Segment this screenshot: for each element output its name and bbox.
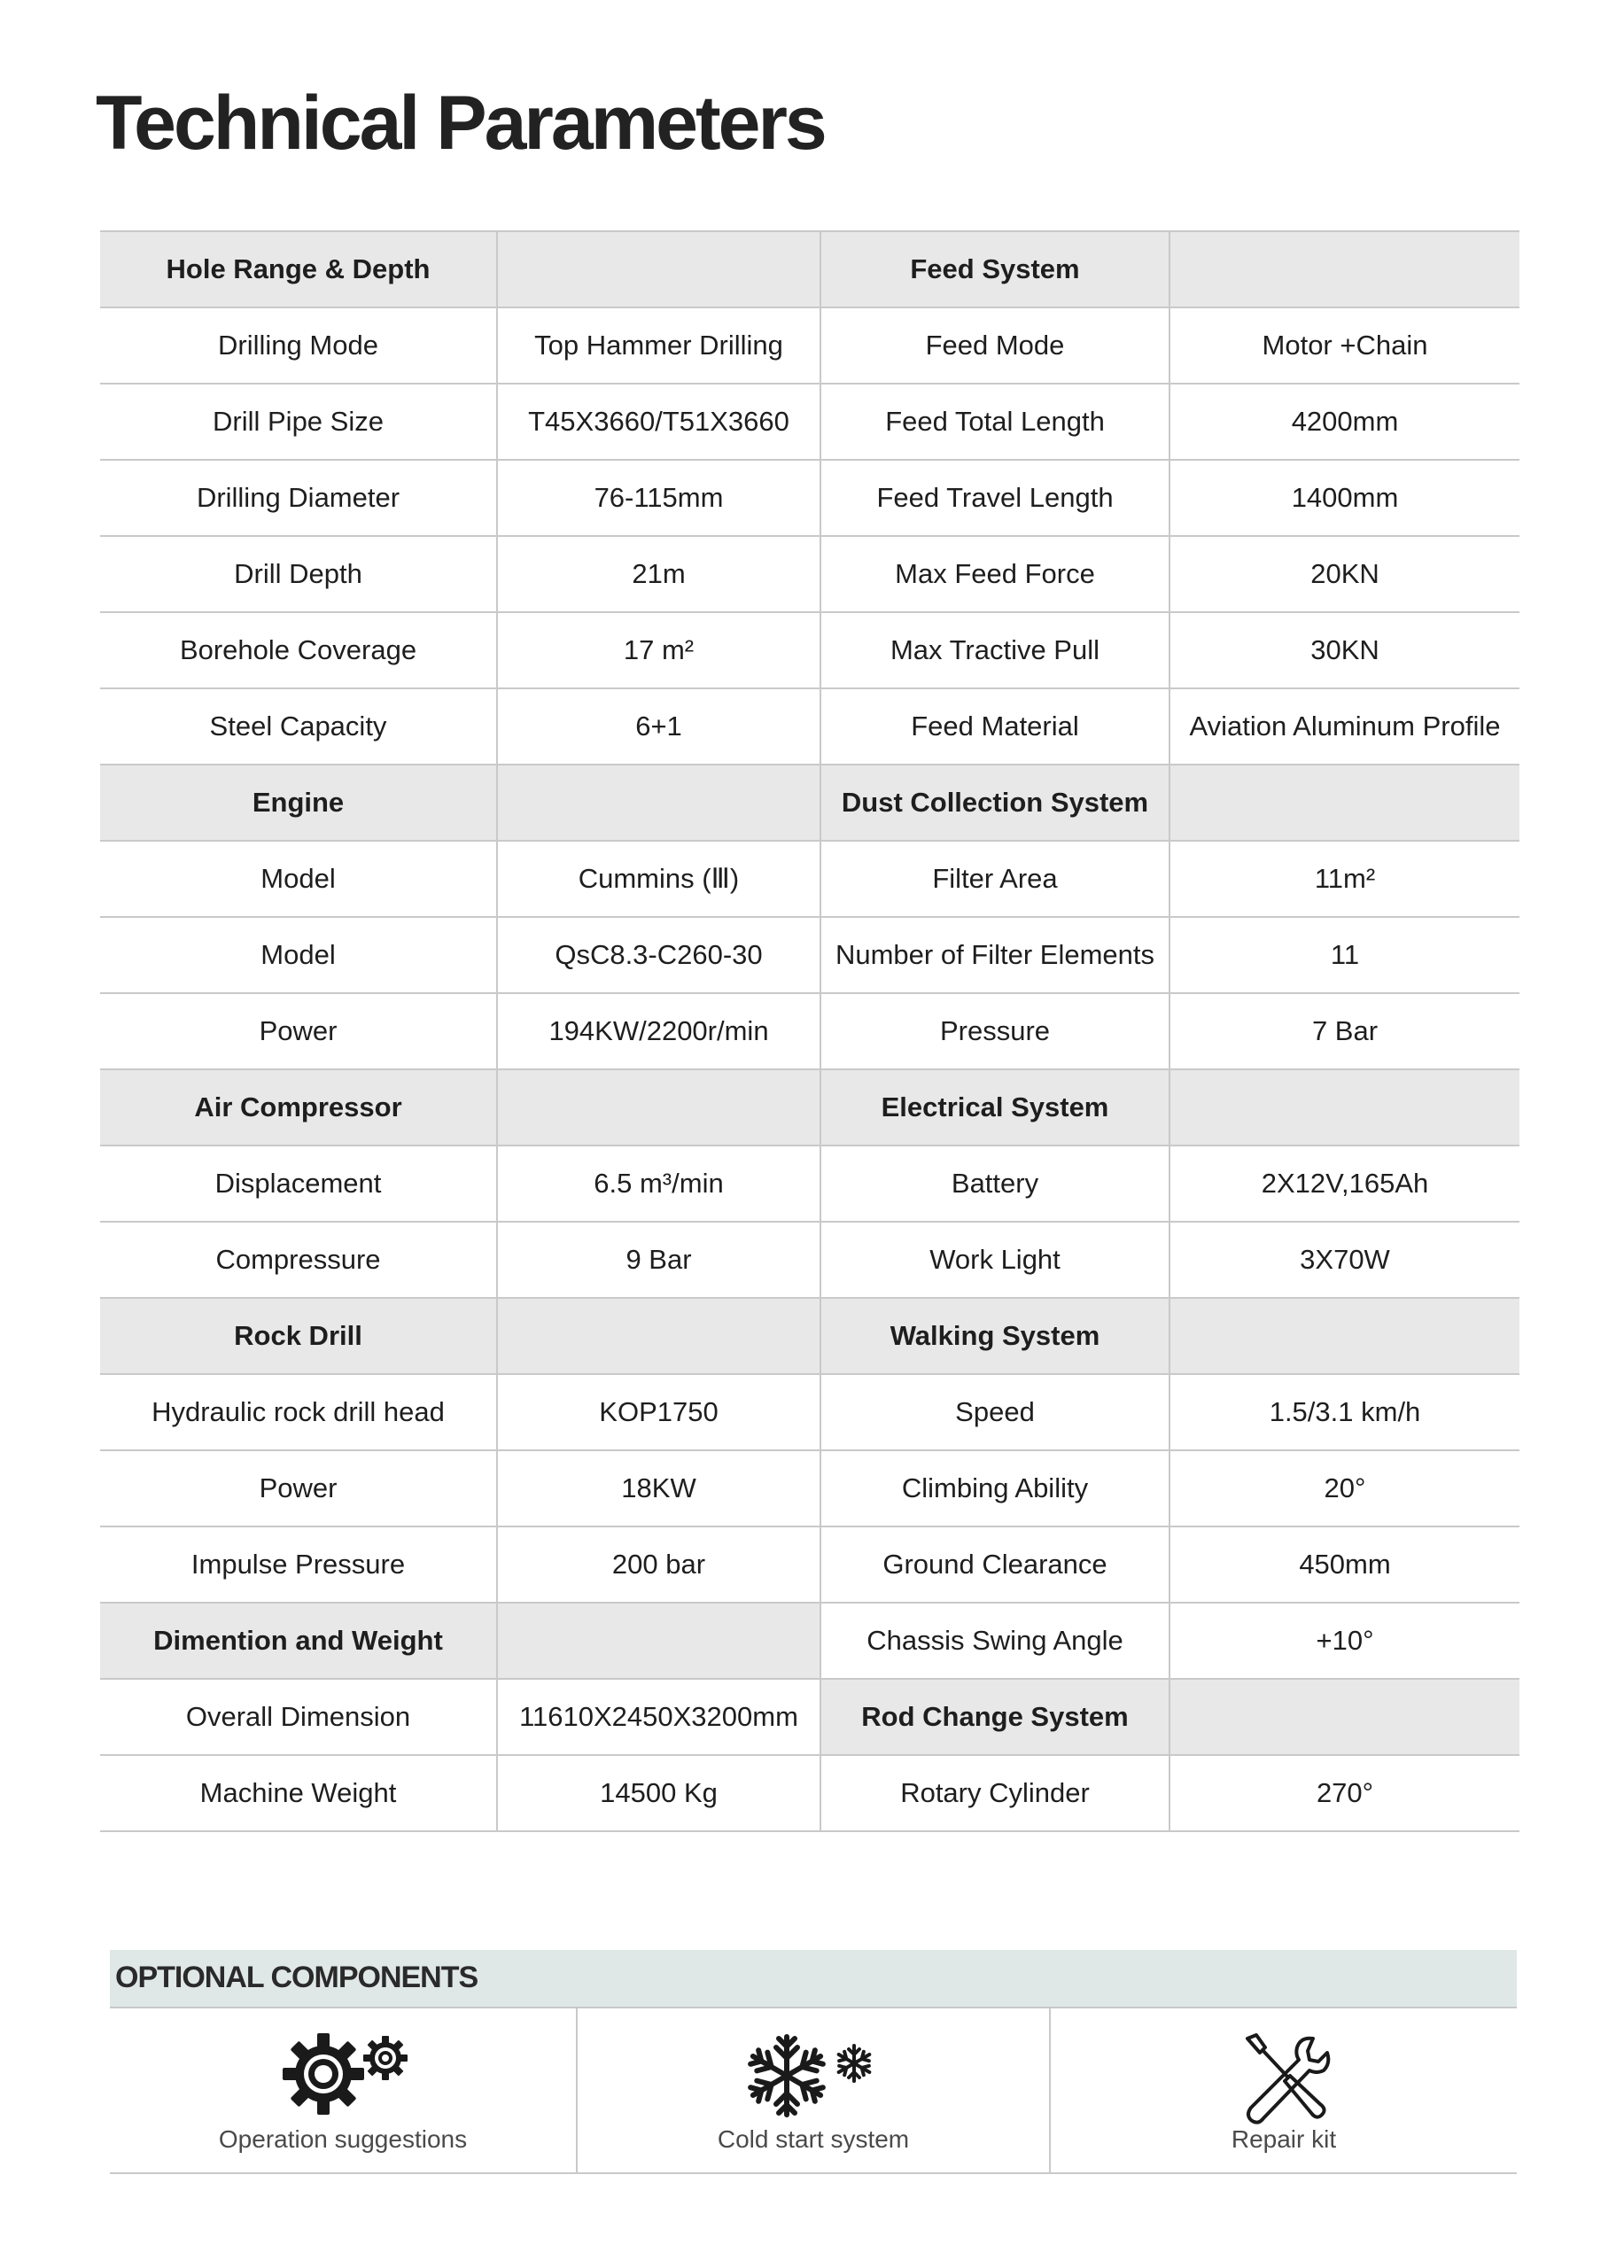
- param-value-cell: [1169, 231, 1519, 307]
- param-value-cell: 20KN: [1169, 536, 1519, 612]
- param-label-cell: Model: [100, 917, 497, 993]
- param-value-cell: 450mm: [1169, 1526, 1519, 1603]
- section-heading-cell: Hole Range & Depth: [100, 231, 497, 307]
- param-label-cell: Feed Mode: [820, 307, 1169, 384]
- optional-item-label: Repair kit: [1231, 2125, 1337, 2153]
- param-label-cell: Feed Material: [820, 688, 1169, 765]
- param-label-cell: Climbing Ability: [820, 1450, 1169, 1526]
- table-row: [100, 1222, 1519, 1298]
- param-label-cell: Power: [100, 993, 497, 1069]
- optional-components-header: [110, 1950, 1517, 2008]
- snowflake-icon: [742, 2031, 884, 2120]
- param-label-cell: Filter Area: [820, 841, 1169, 917]
- param-value-cell: 4200mm: [1169, 384, 1519, 460]
- table-row: [100, 307, 1519, 384]
- param-label-cell: Max Tractive Pull: [820, 612, 1169, 688]
- param-label-cell: Pressure: [820, 993, 1169, 1069]
- param-label-cell: Battery: [820, 1146, 1169, 1222]
- param-value-cell: 194KW/2200r/min: [497, 993, 820, 1069]
- table-row: [100, 1450, 1519, 1526]
- param-value-cell: 2X12V,165Ah: [1169, 1146, 1519, 1222]
- param-value-cell: 270°: [1169, 1755, 1519, 1831]
- param-value-cell: 18KW: [497, 1450, 820, 1526]
- param-label-cell: Model: [100, 841, 497, 917]
- table-row: [100, 1298, 1519, 1374]
- optional-components-row: [110, 2008, 1517, 2174]
- param-label-cell: Chassis Swing Angle: [820, 1603, 1169, 1679]
- param-value-cell: 3X70W: [1169, 1222, 1519, 1298]
- section-heading-cell: Rod Change System: [820, 1679, 1169, 1755]
- table-row: [100, 917, 1519, 993]
- wrench-screwdriver-icon: [1235, 2031, 1333, 2129]
- param-value-cell: 21m: [497, 536, 820, 612]
- param-value-cell: +10°: [1169, 1603, 1519, 1679]
- param-value-cell: Cummins (Ⅲ): [497, 841, 820, 917]
- table-row: [100, 1374, 1519, 1450]
- param-label-cell: Steel Capacity: [100, 688, 497, 765]
- table-row: [100, 1679, 1519, 1755]
- param-value-cell: [1169, 1298, 1519, 1374]
- param-label-cell: Drill Depth: [100, 536, 497, 612]
- table-row: [100, 612, 1519, 688]
- param-value-cell: [497, 231, 820, 307]
- section-heading-cell: Electrical System: [820, 1069, 1169, 1146]
- optional-item-cold-start-system: [576, 2008, 1049, 2172]
- param-value-cell: 200 bar: [497, 1526, 820, 1603]
- optional-components-heading: OPTIONAL COMPONENTS: [115, 1961, 478, 1994]
- param-label-cell: Drilling Mode: [100, 307, 497, 384]
- optional-item-label: Cold start system: [717, 2125, 910, 2153]
- section-heading-cell: Dimention and Weight: [100, 1603, 497, 1679]
- param-label-cell: Feed Travel Length: [820, 460, 1169, 536]
- table-row: [100, 384, 1519, 460]
- section-heading-cell: Engine: [100, 765, 497, 841]
- param-label-cell: Compressure: [100, 1222, 497, 1298]
- technical-parameters-table: [100, 230, 1519, 1832]
- param-value-cell: [1169, 1069, 1519, 1146]
- param-value-cell: QsC8.3-C260-30: [497, 917, 820, 993]
- table-row: [100, 765, 1519, 841]
- table-row: [100, 1146, 1519, 1222]
- param-value-cell: 11: [1169, 917, 1519, 993]
- param-value-cell: [497, 1069, 820, 1146]
- table-body: [100, 231, 1519, 1831]
- param-label-cell: Overall Dimension: [100, 1679, 497, 1755]
- table-row: [100, 536, 1519, 612]
- param-label-cell: Impulse Pressure: [100, 1526, 497, 1603]
- param-label-cell: Drill Pipe Size: [100, 384, 497, 460]
- param-label-cell: Ground Clearance: [820, 1526, 1169, 1603]
- table-row: [100, 1069, 1519, 1146]
- param-value-cell: 6+1: [497, 688, 820, 765]
- param-value-cell: [497, 765, 820, 841]
- param-label-cell: Feed Total Length: [820, 384, 1169, 460]
- section-heading-cell: Air Compressor: [100, 1069, 497, 1146]
- section-heading-cell: Feed System: [820, 231, 1169, 307]
- param-value-cell: 30KN: [1169, 612, 1519, 688]
- param-value-cell: 11m²: [1169, 841, 1519, 917]
- param-value-cell: 1400mm: [1169, 460, 1519, 536]
- param-value-cell: 14500 Kg: [497, 1755, 820, 1831]
- param-value-cell: 17 m²: [497, 612, 820, 688]
- optional-item-repair-kit: [1049, 2008, 1517, 2172]
- gears-icon: [272, 2031, 414, 2117]
- param-value-cell: [1169, 765, 1519, 841]
- param-label-cell: Hydraulic rock drill head: [100, 1374, 497, 1450]
- param-value-cell: KOP1750: [497, 1374, 820, 1450]
- table-row: [100, 1603, 1519, 1679]
- param-label-cell: Machine Weight: [100, 1755, 497, 1831]
- table-row: [100, 231, 1519, 307]
- param-value-cell: Top Hammer Drilling: [497, 307, 820, 384]
- table-row: [100, 1755, 1519, 1831]
- param-value-cell: 20°: [1169, 1450, 1519, 1526]
- param-label-cell: Number of Filter Elements: [820, 917, 1169, 993]
- param-value-cell: T45X3660/T51X3660: [497, 384, 820, 460]
- param-value-cell: [497, 1298, 820, 1374]
- param-label-cell: Borehole Coverage: [100, 612, 497, 688]
- param-label-cell: Displacement: [100, 1146, 497, 1222]
- section-heading-cell: Dust Collection System: [820, 765, 1169, 841]
- param-value-cell: 6.5 m³/min: [497, 1146, 820, 1222]
- optional-item-label: Operation suggestions: [218, 2125, 468, 2153]
- param-value-cell: [1169, 1679, 1519, 1755]
- page-title: Technical Parameters: [96, 81, 825, 166]
- table-row: [100, 688, 1519, 765]
- table-row: [100, 460, 1519, 536]
- section-heading-cell: Rock Drill: [100, 1298, 497, 1374]
- optional-item-operation-suggestions: [110, 2008, 576, 2172]
- param-value-cell: Aviation Aluminum Profile: [1169, 688, 1519, 765]
- param-label-cell: Max Feed Force: [820, 536, 1169, 612]
- param-value-cell: Motor +Chain: [1169, 307, 1519, 384]
- section-heading-cell: Walking System: [820, 1298, 1169, 1374]
- table-row: [100, 993, 1519, 1069]
- param-label-cell: Speed: [820, 1374, 1169, 1450]
- param-label-cell: Drilling Diameter: [100, 460, 497, 536]
- param-value-cell: 7 Bar: [1169, 993, 1519, 1069]
- table-row: [100, 841, 1519, 917]
- param-value-cell: 11610X2450X3200mm: [497, 1679, 820, 1755]
- param-value-cell: 1.5/3.1 km/h: [1169, 1374, 1519, 1450]
- param-label-cell: Work Light: [820, 1222, 1169, 1298]
- param-value-cell: [497, 1603, 820, 1679]
- param-value-cell: 76-115mm: [497, 460, 820, 536]
- table-row: [100, 1526, 1519, 1603]
- param-value-cell: 9 Bar: [497, 1222, 820, 1298]
- param-label-cell: Power: [100, 1450, 497, 1526]
- param-label-cell: Rotary Cylinder: [820, 1755, 1169, 1831]
